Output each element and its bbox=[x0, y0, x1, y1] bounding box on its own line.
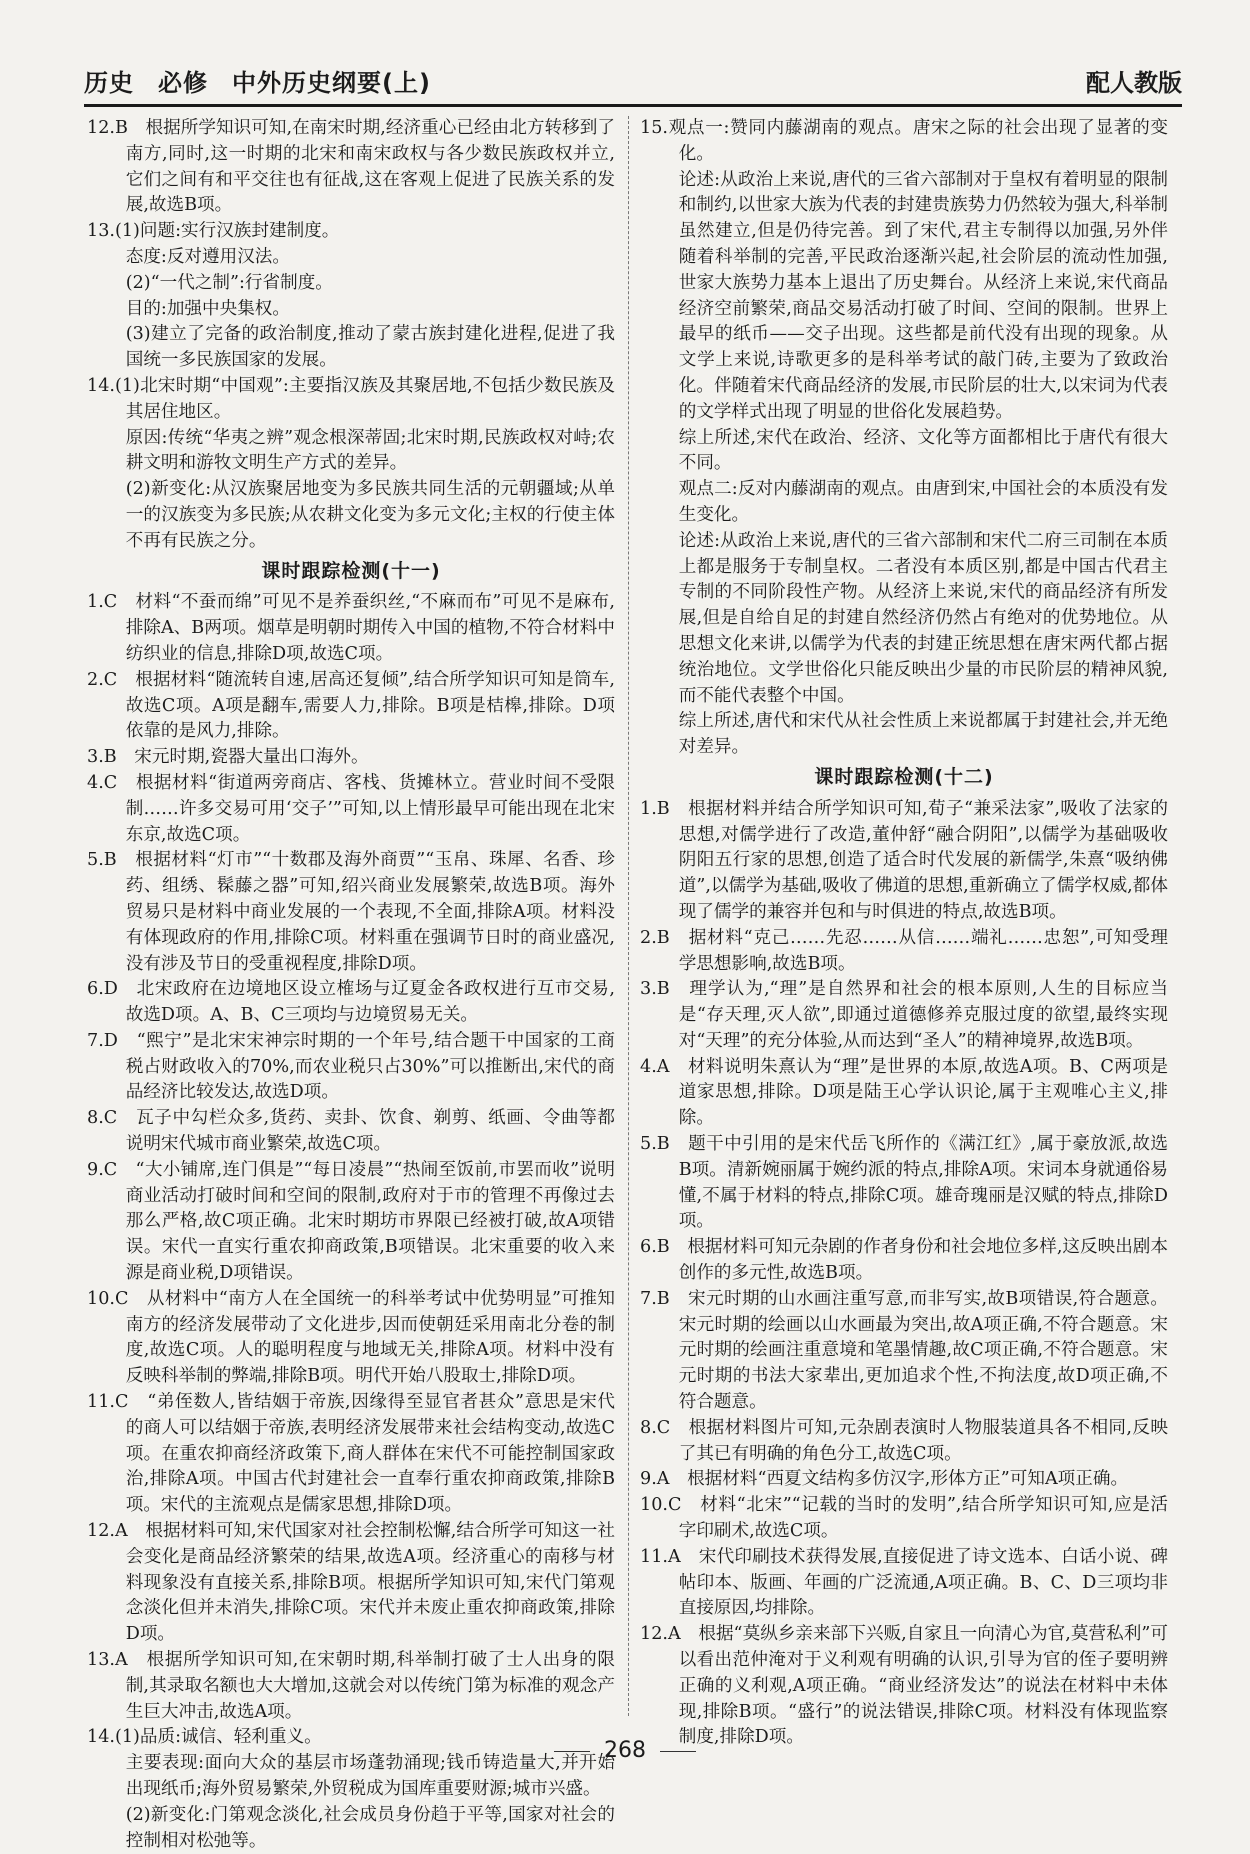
header-title bbox=[84, 63, 455, 98]
answer-item: 1.B 根据材料并结合所学知识可知,荀子“兼采法家”,吸收了法家的思想,对儒学进行了改造,董仲舒“融合阴阳”,以儒学为基础吸收阴阳五行家的思想,创造了适合时代发展的新儒学,朱熹“吸纳佛道”,以儒学为基础,吸收了佛道的思想,重新确立了儒学权威,都体现了儒学的兼容并包和与时俱进的特点,故选B项。 bbox=[640, 798, 1168, 922]
answer-item: 14.(1)北宋时期“中国观”:主要指汉族及其聚居地,不包括少数民族及其居住地区。 bbox=[87, 375, 615, 422]
answer-item: 7.D “熙宁”是北宋宋神宗时期的一个年号,结合题干中国家的工商税占财政收入的70%,而农业税只占30%”可以推断出,宋代的商品经济比较发达,故选D项。 bbox=[87, 1030, 615, 1103]
header-subject: 历史 bbox=[84, 69, 134, 97]
answer-subitem: 综上所述,唐代和宋代从社会性质上来说都属于封建社会,并无绝对差异。 bbox=[678, 711, 1168, 758]
answer-item: 12.A 根据“莫纵乡亲来部下兴贩,自家且一向清心为官,莫营私利”可以看出范仲淹对于义利观有明确的认识,引导为官的侄子要明辨正确的义利观,A项正确。“商业经济发达”的说法在材料中未体现,排除B项。“盛行”的说法错误,排除C项。材料没有体现监察制度,排除D项。 bbox=[640, 1624, 1168, 1748]
answer-item: 9.A 根据材料“西夏文结构多仿汉字,形体方正”可知A项正确。 bbox=[640, 1469, 1129, 1490]
answer-subitem: 论述:从政治上来说,唐代的三省六部制对于皇权有着明显的限制和制约,以世家大族为代表的封建贵族势力仍然较为强大,科举制虽然建立,但是仍待完善。到了宋代,君主专制得以加强,另外伴随着科举制的完善,平民政治逐渐兴起,社会阶层的流动性加强,世家大族势力基本上退出了历史舞台。从经济上来说,宋代商品经济空前繁荣,商品交易活动打破了时间、空间的限制。世界上最早的纸币——交子出现。这些都是前代没有出现的现象。从文学上来说,诗歌更多的是科举考试的敲门砖,主要为了致政治化。伴随着宋代商品经济的发展,市民阶层的壮大,以宋词为代表的文学样式出现了明显的世俗化发展趋势。 bbox=[678, 169, 1168, 422]
footer-dash-left bbox=[554, 1751, 590, 1752]
page-header bbox=[84, 58, 1182, 107]
answer-subitem: (3)建立了完备的政治制度,推动了蒙古族封建化进程,促进了我国统一多民族国家的发展。 bbox=[125, 324, 615, 371]
column-divider bbox=[628, 116, 629, 1716]
answer-item: 13.A 根据所学知识可知,在宋朝时期,科举制打破了士人出身的限制,其录取名额也大大增加,这就会对以传统门第为标准的观念产生巨大冲击,故选A项。 bbox=[87, 1650, 615, 1722]
answer-item: 4.A 材料说明朱熹认为“理”是世界的本原,故选A项。B、C两项是道家思想,排除。D项是陆王心学认识论,属于主观唯心主义,排除。 bbox=[640, 1056, 1168, 1129]
answer-item: 3.B 宋元时期,瓷器大量出口海外。 bbox=[87, 747, 369, 768]
section-heading: 课时跟踪检测(十一) bbox=[261, 559, 441, 582]
answer-item: 6.B 根据材料可知元杂剧的作者身份和社会地位多样,这反映出剧本创作的多元性,故选B项。 bbox=[640, 1237, 1168, 1284]
answer-item: 14.(1)品质:诚信、轻利重义。 bbox=[87, 1727, 322, 1748]
answer-item: 8.C 瓦子中勾栏众多,货药、卖卦、饮食、剃剪、纸画、令曲等都说明宋代城市商业繁荣,故选C项。 bbox=[87, 1108, 615, 1155]
answer-subitem: (2)新变化:门第观念淡化,社会成员身份趋于平等,国家对社会的控制相对松弛等。 bbox=[125, 1804, 615, 1851]
answer-item: 7.B 宋元时期的山水画注重写意,而非写实,故B项错误,符合题意。宋元时期的绘画以山水画最为突出,故A项正确,不符合题意。宋元时期的绘画注重意境和笔墨情趣,故C项正确,不符合题意。宋元时期的书法大家辈出,更加追求个性,不拘法度,故D项正确,不符合题意。 bbox=[640, 1288, 1168, 1413]
right-column bbox=[640, 116, 1168, 1751]
answer-item: 2.B 据材料“克己……先忍……从信……端礼……忠恕”,可知受理学思想影响,故选B项。 bbox=[640, 927, 1168, 974]
answer-item: 11.C “弟侄数人,皆结姻于帝族,因缘得至显官者甚众”意思是宋代的商人可以结姻于帝族,表明经济发展带来社会结构变动,故选C项。在重农抑商经济政策下,商人群体在宋代不可能控制国家政治,排除A项。中国古代封建社会一直奉行重农抑商政策,排除B项。宋代的主流观点是儒家思想,排除D项。 bbox=[87, 1392, 615, 1516]
answer-item: 9.C “大小铺席,连门俱是”“每日凌晨”“热闹至饭前,市罢而收”说明商业活动打破时间和空间的限制,政府对于市的管理不再像过去那么严格,故C项正确。北宋时期坊市界限已经被打破,故A项错误。宋代一直实行重农抑商政策,B项错误。北宋重要的收入来源是商业税,D项错误。 bbox=[87, 1159, 615, 1284]
answer-item: 11.A 宋代印刷技术获得发展,直接促进了诗文选本、白话小说、碑帖印本、版画、年画的广泛流通,A项正确。B、C、D三项均非直接原因,均排除。 bbox=[640, 1546, 1168, 1619]
answer-subitem: 论述:从政治上来说,唐代的三省六部制和宋代二府三司制在本质上都是服务于专制皇权。二者没有本质区别,都是中国古代君主专制的不同阶段性产物。从经济上来说,宋代的商品经济有所发展,但是自给自足的封建自然经济仍然占有绝对的优势地位。从思想文化来讲,以儒学为代表的封建正统思想在唐宋两代都占据统治地位。文学世俗化只能反映出少量的市民阶层的精神风貌,而不能代表整个中国。 bbox=[678, 530, 1168, 706]
header-book: 中外历史纲要(上) bbox=[232, 69, 431, 97]
answer-item: 3.B 理学认为,“理”是自然界和社会的根本原则,人生的目标应当是“存天理,灭人欲”,即通过道德修养克服过度的欲望,最终实现对“天理”的充分体验,从而达到“圣人”的精神境界,故选B项。 bbox=[640, 979, 1168, 1051]
answer-item: 1.C 材料“不蚕而绵”可见不是养蚕织丝,“不麻而布”可见不是麻布,排除A、B两项。烟草是明朝时期传入中国的植物,不符合材料中纺织业的信息,排除D项,故选C项。 bbox=[87, 592, 615, 664]
answer-item: 4.C 根据材料“街道两旁商店、客栈、货摊林立。营业时间不受限制……许多交易可用‘交子’”可知,以上情形最早可能出现在北宋东京,故选C项。 bbox=[87, 772, 615, 845]
section-heading: 课时跟踪检测(十二) bbox=[814, 765, 994, 788]
answer-item: 5.B 根据材料“灯市”“十数郡及海外商贾”“玉帛、珠犀、名香、珍药、组绣、髹藤之器”可知,绍兴商业发展繁荣,故选B项。海外贸易只是材料中商业发展的一个表现,不全面,排除A项。材料没有体现政府的作用,排除C项。材料重在强调节日时的商业盛况,没有涉及节日的受重视程度,排除D项。 bbox=[87, 850, 615, 974]
answer-item: 6.D 北宋政府在边境地区设立榷场与辽夏金各政权进行互市交易,故选D项。A、B、C三项均与边境贸易无关。 bbox=[87, 979, 615, 1026]
header-edition: 配人教版 bbox=[1086, 69, 1182, 97]
answer-item: 5.B 题干中引用的是宋代岳飞所作的《满江红》,属于豪放派,故选B项。清新婉丽属于婉约派的特点,排除A项。宋词本身就通俗易懂,不属于材料的特点,排除C项。雄奇瑰丽是汉赋的特点,排除D项。 bbox=[640, 1134, 1168, 1232]
left-column bbox=[87, 116, 615, 1854]
answer-item: 8.C 根据材料图片可知,元杂剧表演时人物服装道具各不相同,反映了其已有明确的角色分工,故选C项。 bbox=[640, 1417, 1168, 1464]
answer-item: 15.观点一:赞同内藤湖南的观点。唐宋之际的社会出现了显著的变化。 bbox=[640, 118, 1168, 164]
answer-subitem: 态度:反对遵用汉法。 bbox=[125, 246, 290, 267]
answer-item: 10.C 材料“北宋”“记载的当时的发明”,结合所学知识可知,应是活字印刷术,故选C项。 bbox=[640, 1495, 1168, 1542]
answer-item: 2.C 根据材料“随流转自速,居高还复倾”,结合所学知识可知是筒车,故选C项。A项是翻车,需要人力,排除。B项是桔槔,排除。D项依靠的是风力,排除。 bbox=[87, 669, 615, 742]
page-number: 268 bbox=[604, 1738, 646, 1763]
answer-subitem: 主要表现:面向大众的基层市场蓬勃涌现;钱币铸造量大,并开始出现纸币;海外贸易繁荣,外贸税成为国库重要财源;城市兴盛。 bbox=[125, 1753, 615, 1799]
answer-subitem: 原因:传统“华夷之辨”观念根深蒂固;北宋时期,民族政权对峙;农耕文明和游牧文明生产方式的差异。 bbox=[125, 427, 615, 474]
answer-item: 12.A 根据材料可知,宋代国家对社会控制松懈,结合所学可知这一社会变化是商品经济繁荣的结果,故选A项。经济重心的南移与材料现象没有直接关系,排除B项。根据所学知识可知,宋代门第观念淡化但并未消失,排除C项。宋代并未废止重农抑商政策,排除D项。 bbox=[87, 1521, 615, 1645]
answer-item: 10.C 从材料中“南方人在全国统一的科举考试中优势明显”可推知南方的经济发展带动了文化进步,因而使朝廷采用南北分卷的制度,故选C项。人的聪明程度与地域无关,排除A项。材料中没有反映科举制的弊端,排除B项。明代开始八股取士,排除D项。 bbox=[87, 1288, 615, 1387]
answer-subitem: (2)新变化:从汉族聚居地变为多民族共同生活的元朝疆域;从单一的汉族变为多民族;从农耕文化变为多元文化;主权的行使主体不再有民族之分。 bbox=[125, 479, 615, 551]
answer-subitem: 观点二:反对内藤湖南的观点。由唐到宋,中国社会的本质没有发生变化。 bbox=[678, 479, 1168, 525]
answer-subitem: 综上所述,宋代在政治、经济、文化等方面都相比于唐代有很大不同。 bbox=[678, 427, 1168, 474]
footer-dash-right bbox=[660, 1751, 696, 1752]
answer-item: 13.(1)问题:实行汉族封建制度。 bbox=[87, 221, 340, 242]
answer-subitem: 目的:加强中央集权。 bbox=[125, 298, 290, 319]
answer-subitem: (2)“一代之制”:行省制度。 bbox=[125, 272, 333, 293]
header-type: 必修 bbox=[158, 69, 208, 97]
page-footer bbox=[0, 1738, 1250, 1763]
answer-item: 12.B 根据所学知识可知,在南宋时期,经济重心已经由北方转移到了南方,同时,这一时期的北宋和南宋政权与各少数民族政权并立,它们之间有和平交往也有征战,这在客观上促进了民族关系的发展,故选B项。 bbox=[87, 118, 615, 216]
